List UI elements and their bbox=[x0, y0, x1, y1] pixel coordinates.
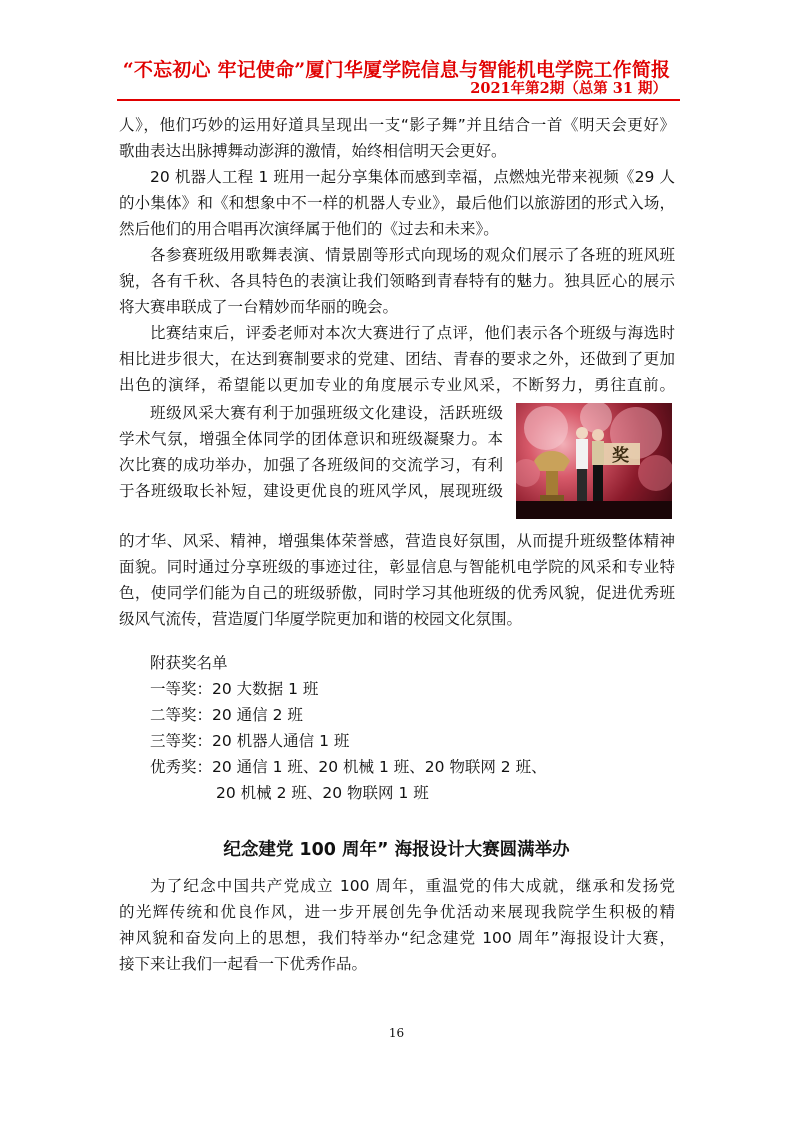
text-line: 歌曲表达出脉搏舞动澎湃的激情，始终相信明天会更好。 bbox=[119, 142, 507, 160]
newsletter-title: “不忘初心 牢记使命”厦门华厦学院信息与智能机电学院工作简报 bbox=[122, 59, 671, 81]
stage-scene-illustration bbox=[516, 403, 672, 519]
award-second-prize: 二等奖：20 通信 2 班 bbox=[150, 706, 303, 724]
article-body-bottom bbox=[119, 528, 675, 632]
text-line: 20 机器人工程 1 班用一起分享集体而感到幸福，点燃烛光带来视频《29 人 bbox=[150, 168, 675, 186]
event-photo bbox=[516, 403, 672, 519]
award-excellence-prize: 优秀奖：20 通信 1 班、20 机械 1 班、20 物联网 2 班、 bbox=[150, 758, 547, 776]
text-line: 人》，他们巧妙的运用好道具呈现出一支“影子舞”并且结合一首《明天会更好》 bbox=[119, 116, 675, 134]
article-body-top bbox=[119, 112, 675, 398]
text-line: 比赛结束后，评委老师对本次大赛进行了点评，他们表示各个班级与海选时 bbox=[150, 324, 675, 342]
text-line: 学术气氛，增强全体同学的团体意识和班级凝聚力。本 bbox=[119, 430, 503, 448]
text-line: 神风貌和奋发向上的思想，我们特举办“纪念建党 100 周年”海报设计大赛， bbox=[119, 929, 675, 947]
award-excellence-prize-cont: 20 机械 2 班、20 物联网 1 班 bbox=[216, 784, 429, 802]
award-list bbox=[119, 650, 675, 806]
text-line: 于各班级取长补短，建设更优良的班风学风，展现班级 bbox=[119, 482, 503, 500]
text-line: 班级风采大赛有利于加强班级文化建设，活跃班级 bbox=[150, 404, 503, 422]
text-line: 级风气流传，营造厦门华厦学院更加和谐的校园文化氛围。 bbox=[119, 610, 523, 628]
header-divider bbox=[117, 99, 680, 101]
text-line: 的光辉传统和优良作风，进一步开展创先争优活动来展现我院学生积极的精 bbox=[119, 903, 675, 921]
text-line: 色，使同学们能为自己的班级骄傲，同时学习其他班级的优秀风貌，促进优秀班 bbox=[119, 584, 675, 602]
text-line: 面貌。同时通过分享班级的事迹过往，彰显信息与智能机电学院的风采和专业特 bbox=[119, 558, 675, 576]
text-line: 为了纪念中国共产党成立 100 周年，重温党的伟大成就，继承和发扬党 bbox=[150, 877, 675, 895]
text-line: 接下来让我们一起看一下优秀作品。 bbox=[119, 955, 368, 973]
award-list-heading: 附获奖名单 bbox=[150, 654, 228, 672]
page-number: 16 bbox=[388, 1026, 405, 1040]
text-line: 貌，各有千秋、各具特色的表演让我们领略到青春特有的魅力。独具匠心的展示 bbox=[119, 272, 675, 290]
award-first-prize: 一等奖：20 大数据 1 班 bbox=[150, 680, 319, 698]
award-third-prize: 三等奖：20 机器人通信 1 班 bbox=[150, 732, 350, 750]
text-line: 相比进步很大，在达到赛制要求的党建、团结、青春的要求之外，还做到了更加 bbox=[119, 350, 675, 368]
photo-award-character: 奖 bbox=[612, 446, 629, 466]
text-line: 各参赛班级用歌舞表演、情景剧等形式向现场的观众们展示了各班的班风班 bbox=[150, 246, 675, 264]
text-line: 的才华、风采、精神，增强集体荣誉感，营造良好氛围，从而提升班级整体精神 bbox=[119, 532, 675, 550]
text-line: 的小集体》和《和想象中不一样的机器人专业》，最后他们以旅游团的形式入场， bbox=[119, 194, 675, 212]
text-line: 然后他们的用合唱再次演绎属于他们的《过去和未来》。 bbox=[119, 220, 499, 238]
article2-body bbox=[119, 873, 675, 977]
text-line: 将大赛串联成了一台精妙而华丽的晚会。 bbox=[119, 298, 399, 316]
text-line: 次比赛的成功举办，加强了各班级间的交流学习，有利 bbox=[119, 456, 503, 474]
section-title: 纪念建党 100 周年” 海报设计大赛圆满举办 bbox=[223, 840, 570, 860]
issue-number: 2021年第2期（总第 31 期） bbox=[470, 80, 667, 97]
text-line: 出色的演绎，希望能以更加专业的角度展示专业风采，不断努力，勇往直前。 bbox=[119, 376, 675, 394]
article-body-wrap bbox=[119, 400, 503, 504]
